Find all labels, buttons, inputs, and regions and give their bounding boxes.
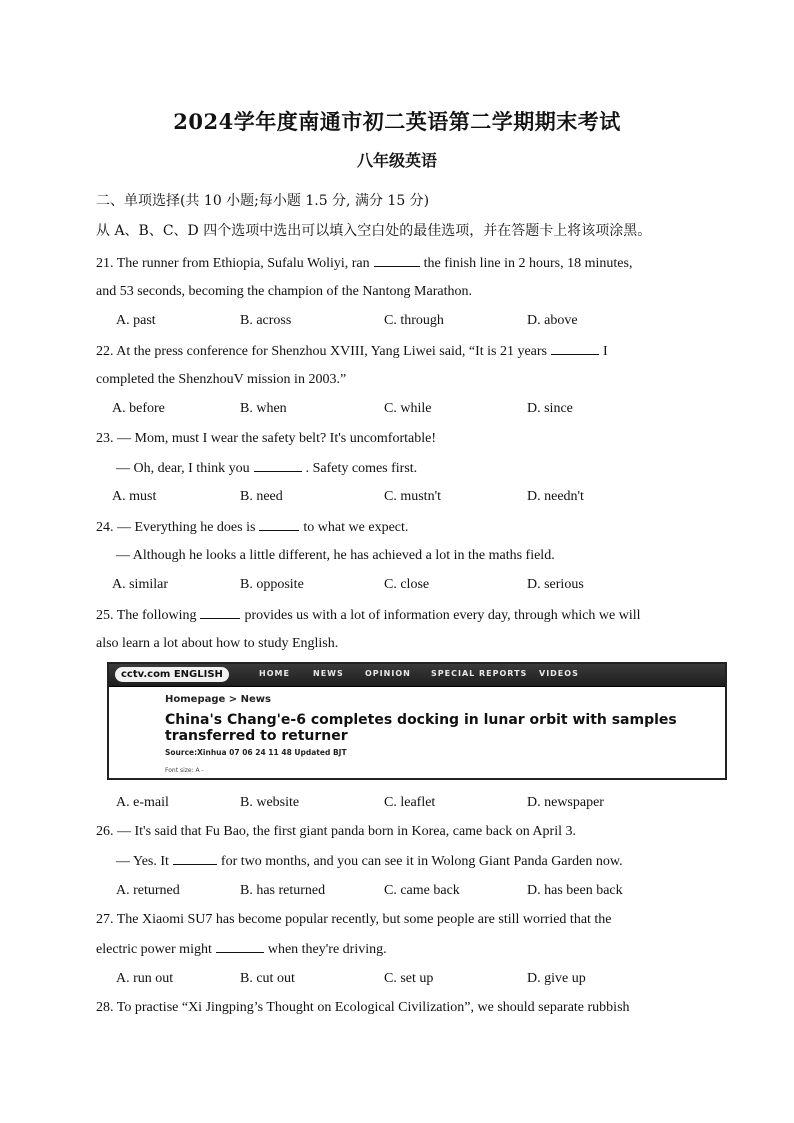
question-21-options	[0, 312, 700, 330]
question-text: when they're driving.	[267, 942, 387, 957]
nav-item: HOME	[259, 669, 290, 678]
question-23-line-1: 23. — Mom, must I wear the safety belt? It's uncomfortable!	[96, 431, 436, 446]
question-text: to what we expect.	[303, 520, 409, 535]
option-c: C. leaflet	[384, 795, 436, 810]
question-22-line-2: completed the ShenzhouV mission in 2003.”	[96, 372, 347, 387]
option-a: A. similar	[112, 577, 168, 592]
news-headline: China's Chang'e-6 completes docking in lunar orbit with samples transferred to returner	[165, 712, 677, 744]
option-a: A. returned	[116, 883, 180, 898]
question-text: electric power might	[96, 942, 212, 957]
question-24-line-1	[96, 518, 408, 537]
question-21-line-1	[96, 254, 632, 273]
font-size-row: Font size: A -	[165, 767, 204, 774]
answer-blank	[173, 852, 217, 865]
option-d: D. serious	[527, 577, 584, 592]
question-28-line-1: 28. To practise “Xi Jingping’s Thought on Ecological Civilization”, we should separate rubbish	[96, 1000, 630, 1015]
section-heading: 二、单项选择(共 10 小题;每小题 1.5 分, 满分 15 分)	[96, 193, 430, 209]
option-b: B. cut out	[240, 971, 295, 986]
question-text: 22. At the press conference for Shenzhou XVIII, Yang Liwei said, “It is 21 years	[96, 344, 547, 359]
question-text: 24. — Everything he does is	[96, 520, 256, 535]
option-b: B. across	[240, 313, 292, 328]
breadcrumb: Homepage > News	[165, 694, 271, 705]
question-text: provides us with a lot of information every day, through which we will	[244, 608, 641, 623]
question-24-options	[0, 576, 700, 594]
option-b: B. has returned	[240, 883, 326, 898]
question-22-line-1	[96, 342, 608, 361]
section-instruction: 从 A、B、C、D 四个选项中选出可以填入空白处的最佳选项，并在答题卡上将该项涂黑。	[96, 223, 652, 239]
nav-item: OPINION	[365, 669, 411, 678]
website-screenshot-figure	[107, 662, 727, 780]
question-25-line-1	[96, 606, 641, 625]
question-text: the finish line in 2 hours, 18 minutes,	[423, 256, 633, 271]
option-d: D. needn't	[527, 489, 584, 504]
option-d: D. above	[527, 313, 578, 328]
answer-blank	[254, 459, 302, 472]
page-title: 2024学年度南通市初二英语第二学期期末考试	[173, 109, 621, 134]
option-b: B. opposite	[240, 577, 304, 592]
question-text: — Yes. It	[116, 854, 169, 869]
question-text: 21. The runner from Ethiopia, Sufalu Woliyi, ran	[96, 256, 370, 271]
answer-blank	[259, 518, 299, 531]
option-b: B. website	[240, 795, 300, 810]
nav-item: VIDEOS	[539, 669, 579, 678]
question-21-line-2: and 53 seconds, becoming the champion of the Nantong Marathon.	[96, 284, 472, 299]
option-a: A. past	[116, 313, 156, 328]
option-c: C. while	[384, 401, 432, 416]
question-text: — Oh, dear, I think you	[116, 461, 250, 476]
question-26-line-1: 26. — It's said that Fu Bao, the first giant panda born in Korea, came back on April 3.	[96, 824, 576, 839]
answer-blank	[551, 342, 599, 355]
question-26-options	[0, 882, 700, 900]
question-24-line-2: — Although he looks a little different, he has achieved a lot in the maths field.	[116, 548, 555, 563]
option-d: D. has been back	[527, 883, 623, 898]
website-nav-bar	[109, 664, 725, 687]
option-d: D. newspaper	[527, 795, 604, 810]
option-d: D. give up	[527, 971, 586, 986]
answer-blank	[374, 254, 420, 267]
answer-blank	[216, 940, 264, 953]
question-text: I	[603, 344, 608, 359]
question-27-line-2	[96, 940, 387, 959]
answer-blank	[200, 606, 240, 619]
option-c: C. close	[384, 577, 430, 592]
option-a: A. run out	[116, 971, 174, 986]
option-a: A. e-mail	[116, 795, 169, 810]
news-source: Source:Xinhua 07 06 24 11 48 Updated BJT	[165, 748, 347, 757]
question-text: for two months, and you can see it in Wolong Giant Panda Garden now.	[220, 854, 623, 869]
question-25-options	[0, 794, 700, 812]
question-27-line-1: 27. The Xiaomi SU7 has become popular recently, but some people are still worried that the	[96, 912, 612, 927]
question-26-line-2	[116, 852, 623, 871]
option-a: A. before	[112, 401, 165, 416]
page-subtitle: 八年级英语	[356, 151, 437, 170]
option-c: C. set up	[384, 971, 434, 986]
question-text: 25. The following	[96, 608, 197, 623]
option-c: C. mustn't	[384, 489, 441, 504]
option-a: A. must	[112, 489, 157, 504]
question-25-line-2: also learn a lot about how to study English.	[96, 636, 339, 651]
nav-item: SPECIAL REPORTS	[431, 669, 528, 678]
option-c: C. through	[384, 313, 444, 328]
option-c: C. came back	[384, 883, 460, 898]
question-23-options	[0, 488, 700, 506]
option-b: B. need	[240, 489, 283, 504]
question-22-options	[0, 400, 700, 418]
nav-item: NEWS	[313, 669, 344, 678]
question-23-line-2	[116, 459, 417, 478]
option-d: D. since	[527, 401, 573, 416]
question-27-options	[0, 970, 700, 988]
option-b: B. when	[240, 401, 287, 416]
cctv-logo: cctv.com ENGLISH	[115, 667, 229, 682]
question-text: . Safety comes first.	[305, 461, 418, 476]
